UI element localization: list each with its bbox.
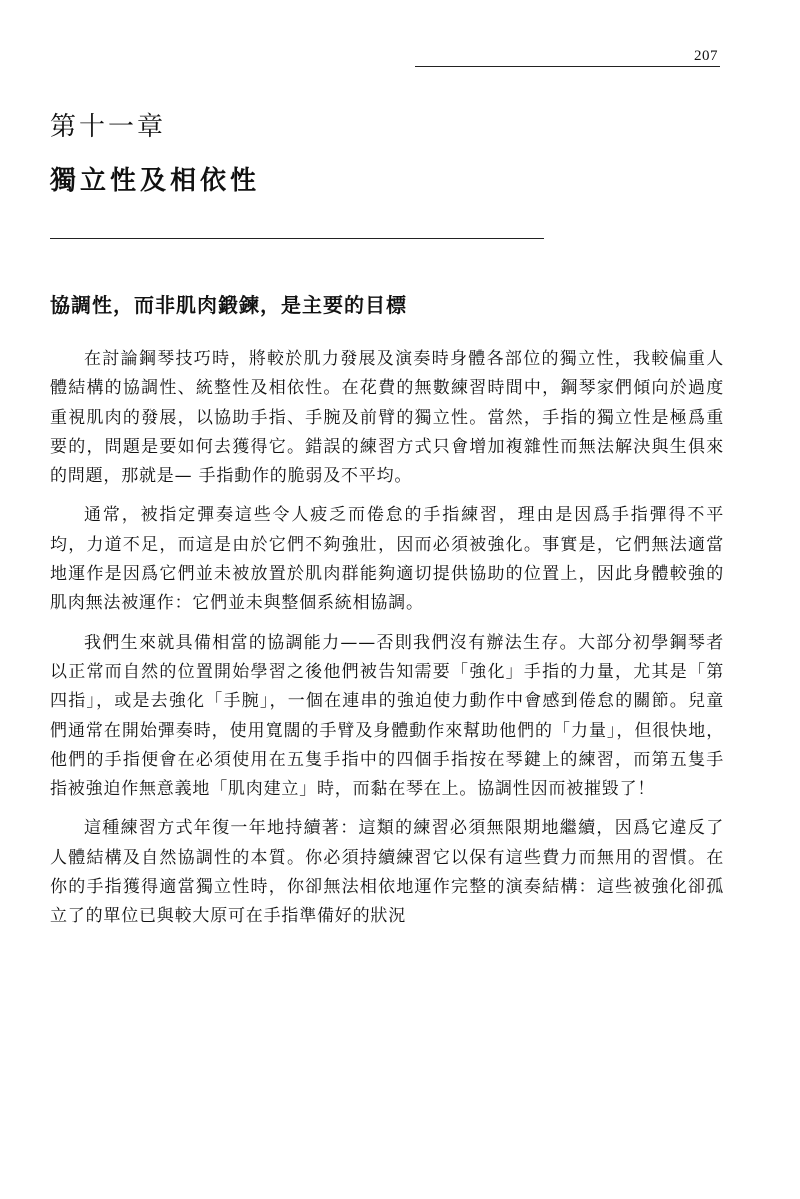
page-number: 207: [694, 48, 718, 64]
body-text: [50, 345, 724, 942]
paragraph-1: 在討論鋼琴技巧時，將較於肌力發展及演奏時身體各部位的獨立性，我較偏重人體結構的協調性、統整性及相依性。在花費的無數練習時間中，鋼琴家們傾向於過度重視肌肉的發展，以協助手指、手腕及前臂的獨立性。當然，手指的獨立性是極爲重要的，問題是要如何去獲得它。錯誤的練習方式只會增加複雜性而無法解決與生俱來的問題，那就是— 手指動作的脆弱及不平均。: [50, 349, 724, 487]
paragraph-3: 我們生來就具備相當的協調能力——否則我們沒有辦法生存。大部分初學鋼琴者以正常而自然的位置開始學習之後他們被告知需要「強化」手指的力量，尤其是「第四指」，或是去強化「手腕」，一個在連串的強迫使力動作中會感到倦怠的關節。兒童們通常在開始彈奏時，使用寬闊的手臂及身體動作來幫助他們的「力量」，但很快地，他們的手指便會在必須使用在五隻手指中的四個手指按在琴鍵上的練習，而第五隻手指被強迫作無意義地「肌肉建立」時，而黏在琴在上。協調性因而被摧毀了！: [50, 632, 724, 800]
paragraph-2: 通常，被指定彈奏這些令人疲乏而倦怠的手指練習，理由是因爲手指彈得不平均，力道不足，而這是由於它們不夠強壯，因而必須被強化。事實是，它們無法適當地運作是因爲它們並未被放置於肌肉群能夠適切提供協助的位置上，因此身體較強的肌肉無法被運作：它們並未與整個系統相協調。: [50, 505, 724, 614]
chapter-title: 獨立性及相依性: [50, 166, 261, 196]
title-rule: [50, 238, 544, 239]
header-rule: [415, 66, 720, 67]
chapter-label: 第十一章: [50, 112, 167, 142]
section-heading: 協調性，而非肌肉鍛鍊，是主要的目標: [50, 293, 407, 317]
paragraph-4: 這種練習方式年復一年地持續著：這類的練習必須無限期地繼續，因爲它違反了人體結構及自然協調性的本質。你必須持續練習它以保有這些費力而無用的習慣。在你的手指獲得適當獨立性時，你卻無法相依地運作完整的演奏結構：這些被強化卻孤立了的單位已與較大原可在手指準備好的狀況: [50, 818, 724, 927]
